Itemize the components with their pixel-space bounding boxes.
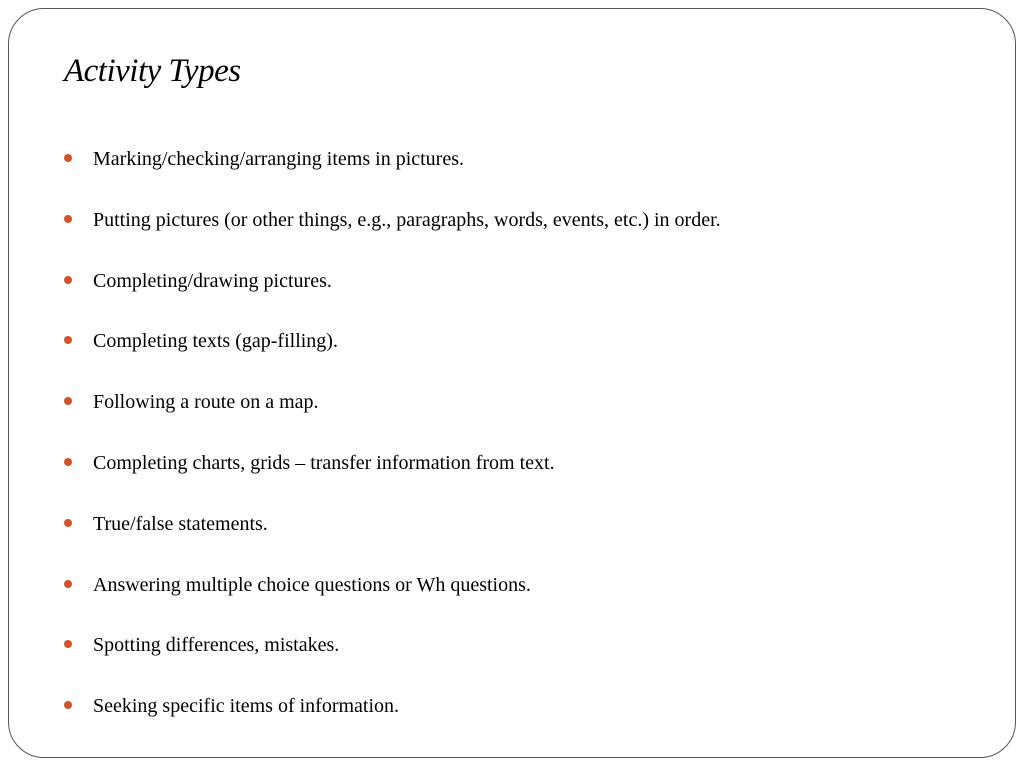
slide-frame [8, 8, 1016, 758]
bullet-item [64, 631, 721, 692]
bullet-item [64, 571, 721, 632]
bullet-item [64, 267, 721, 328]
bullet-text: Answering multiple choice questions or Wh questions. [93, 573, 531, 596]
bullet-dot-icon [64, 276, 72, 284]
bullet-text: Completing charts, grids – transfer information from text. [93, 451, 555, 474]
bullet-text: Completing texts (gap-filling). [93, 330, 338, 353]
bullet-item [64, 206, 721, 267]
bullet-item [64, 449, 721, 510]
bullet-text: Completing/drawing pictures. [93, 269, 332, 292]
bullet-item [64, 510, 721, 571]
bullet-text: Marking/checking/arranging items in pictures. [93, 148, 465, 170]
bullet-dot-icon [64, 640, 72, 648]
bullet-text: Seeking specific items of information. [93, 695, 400, 718]
bullet-dot-icon [64, 519, 72, 527]
bullet-dot-icon [64, 215, 72, 223]
bullet-dot-icon [64, 701, 72, 709]
bullet-dot-icon [64, 580, 72, 588]
slide-title: Activity Types [64, 53, 241, 89]
bullet-item [64, 145, 721, 206]
bullet-dot-icon [64, 154, 72, 162]
bullet-item [64, 388, 721, 449]
bullet-dot-icon [64, 397, 72, 405]
bullet-dot-icon [64, 336, 72, 344]
bullet-text: Putting pictures (or other things, e.g., paragraphs, words, events, etc.) in order. [93, 208, 721, 231]
bullet-list [64, 145, 721, 753]
bullet-text: True/false statements. [93, 512, 268, 535]
bullet-text: Spotting differences, mistakes. [93, 634, 340, 657]
bullet-dot-icon [64, 458, 72, 466]
bullet-text: Following a route on a map. [93, 391, 319, 414]
bullet-item [64, 692, 721, 753]
bullet-item [64, 327, 721, 388]
